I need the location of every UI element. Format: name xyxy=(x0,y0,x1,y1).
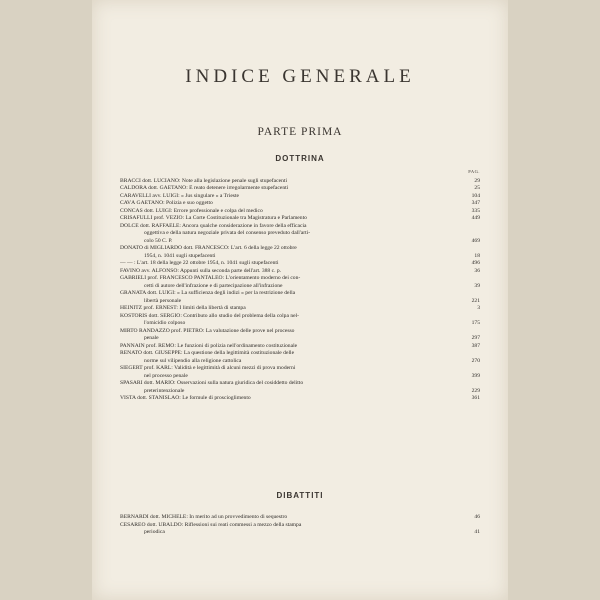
index-entry-line: RENATO dott. GIUSEPPE: La questione della legittimità costituzionale delle xyxy=(120,350,295,356)
index-entry-line: VISTA dott. STANISLAO: Le formule di proscioglimento xyxy=(120,395,251,401)
index-entry-page-number: 297 xyxy=(471,335,480,341)
page-column-label: PAG. xyxy=(468,169,480,174)
index-entry-page-number: 104 xyxy=(471,192,480,199)
index-entry-line: preterintenzionale xyxy=(144,387,185,394)
index-entry-page-number: 361 xyxy=(471,395,480,401)
index-entry-page-number: 449 xyxy=(471,215,480,221)
index-entry-line: periodica xyxy=(144,529,165,535)
section-heading-dibattiti: DIBATTITI xyxy=(276,491,324,500)
index-entry-line: GRANATA dott. LUIGI: « La sufficienza degli indizi » per la restrizione della xyxy=(120,290,296,296)
index-entry-line: CRISAFULLI prof. VEZIO: La Corte Costituzionale tra Magistratura e Parlamento xyxy=(120,215,307,221)
index-entry-line: libertà personale xyxy=(144,297,182,304)
index-entry-page-number: 229 xyxy=(471,387,480,394)
index-entry-page-number: 46 xyxy=(474,514,480,520)
index-entry-line: penale xyxy=(144,335,159,341)
index-entry-line: KOSTORIS dott. SERGIO: Contributo allo studio del problema della colpa nel- xyxy=(120,312,300,319)
index-entry-page-number: 29 xyxy=(474,177,480,184)
index-entry-line: SPASARI dott. MARIO: Osservazioni sulla natura giuridica del cosiddetto delitto xyxy=(120,380,304,386)
index-entry-line: 1954, n. 1041 sugli stupefacenti xyxy=(144,252,216,259)
index-entry-page-number: 399 xyxy=(471,372,480,379)
index-entry-line: CALDORA dott. GAETANO: È reato detenere irregolarmente stupefacenti xyxy=(120,185,289,191)
index-entry-line: oggettiva e della natura negoziale privata del consenso preveduto dall'arti- xyxy=(144,230,311,236)
part-heading: PARTE PRIMA xyxy=(257,126,343,138)
index-entry-page-number: 175 xyxy=(471,320,480,326)
section-heading-dottrina: DOTTRINA xyxy=(275,154,325,163)
index-entry-line: HEINITZ prof. ERNEST: I limiti della libertà di stampa xyxy=(120,305,246,311)
index-entry-line: DOLCE dott. RAFFAELE: Ancora qualche considerazione in favore della efficacia xyxy=(120,222,307,229)
index-entry-page-number: 3 xyxy=(477,305,480,311)
index-entry-page-number: 18 xyxy=(474,252,480,259)
index-entry-line: — — : L'art. 18 della legge 22 ottobre 1954, n. 1041 sugli stupefacenti xyxy=(120,260,279,266)
index-entry-line: CAVÀ GAETANO: Polizia e suo oggetto xyxy=(120,200,213,206)
index-entry-page-number: 469 xyxy=(471,237,480,244)
index-entry-line: CESAREO dott. UBALDO: Riflessioni sui reati commessi a mezzo della stampa xyxy=(120,521,302,528)
index-entry-line: CONCAS dott. LUIGI: Errore professionale e colpa del medico xyxy=(120,207,263,214)
index-entry-line: GABRIELI prof. FRANCESCO PANTALEO: L'orientamento moderno dei con- xyxy=(120,275,301,281)
index-entry-page-number: 387 xyxy=(471,342,480,349)
book-page xyxy=(92,0,508,600)
index-entry-line: nel processo penale xyxy=(144,372,188,379)
index-entry-line: norme sul vilipendio alla religione cattolica xyxy=(144,357,242,364)
index-entry-page-number: 39 xyxy=(474,282,480,289)
index-entry-line: SIEGERT prof. KARL: Validità e legittimità di alcuni mezzi di prova moderni xyxy=(120,365,296,371)
index-entry-page-number: 41 xyxy=(474,529,480,535)
index-entry-line: colo 50 C. P. xyxy=(144,237,173,244)
index-entry-line: CARAVELLI avv. LUIGI: « Jus singulare » a Trieste xyxy=(120,192,240,199)
index-entry-line: MIRTO RANDAZZO prof. PIETRO: La valutazione delle prove nel processo xyxy=(120,327,295,334)
page-title: INDICE GENERALE xyxy=(185,66,415,87)
index-entry-line: l'omicidio colposo xyxy=(144,320,186,326)
index-entry-line: DONATO di MIGLIARDO dott. FRANCESCO: L'art. 6 della legge 22 ottobre xyxy=(120,245,297,251)
index-entry-line: cetti di autore dell'infrazione e di partecipazione all'infrazione xyxy=(144,282,283,289)
index-entry-line: FAVINO avv. ALFONSO: Appunti sulla seconda parte dell'art. 388 c. p. xyxy=(120,267,282,274)
index-entry-page-number: 270 xyxy=(471,357,480,364)
index-entry-line: BERNARDI dott. MICHELE: In merito ad un provvedimento di sequestro xyxy=(120,514,288,520)
index-entry-page-number: 496 xyxy=(471,260,480,266)
index-entry-line: PANNAIN prof. REMO: Le funzioni di polizia nell'ordinamento costituzionale xyxy=(120,342,298,349)
index-entry-page-number: 36 xyxy=(474,267,480,274)
index-entry-page-number: 221 xyxy=(471,297,480,304)
index-entry-page-number: 347 xyxy=(471,200,480,206)
index-entry-page-number: 25 xyxy=(474,185,480,191)
index-entry-page-number: 335 xyxy=(471,207,480,214)
index-entry-line: BRACCI dott. LUCIANO: Note alla legislazione penale sugli stupefacenti xyxy=(120,177,287,184)
